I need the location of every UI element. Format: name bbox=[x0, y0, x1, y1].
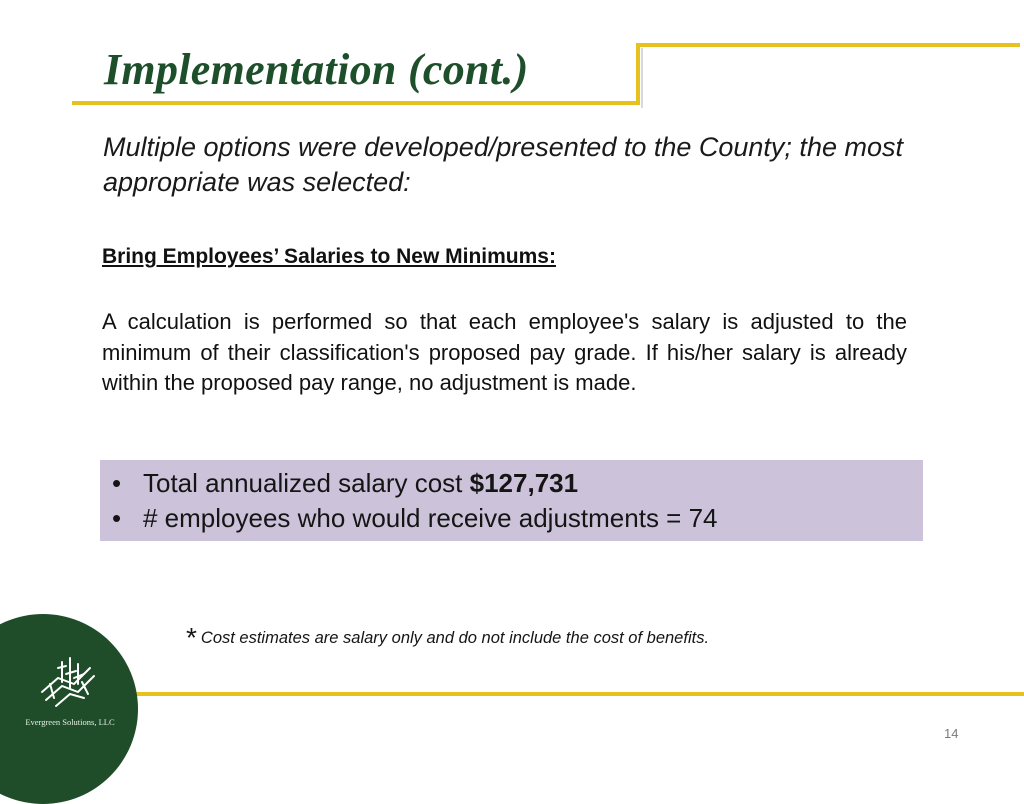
body-paragraph: A calculation is performed so that each employee's salary is adjusted to the minimum of their classification's proposed pay grade. If his/her salary is already within the proposed pay range, no adjustment is made. bbox=[102, 309, 907, 395]
highlight-value: $127,731 bbox=[469, 468, 579, 498]
slide-subtitle: Multiple options were developed/presented to the County; the most appropriate was selected: bbox=[103, 132, 903, 197]
bullet: • bbox=[112, 468, 122, 498]
highlight-box bbox=[100, 460, 923, 541]
title-frame-vertical bbox=[636, 43, 640, 105]
footnote bbox=[186, 622, 709, 654]
footer-divider bbox=[134, 692, 1024, 696]
highlight-item-employees bbox=[112, 501, 923, 536]
title-frame-shadow bbox=[641, 48, 643, 108]
slide-title: Implementation (cont.) bbox=[104, 45, 529, 94]
footnote-marker: * bbox=[186, 622, 197, 653]
logo-company-name: Evergreen Solutions, LLC bbox=[25, 717, 115, 727]
title-frame-top bbox=[636, 43, 1020, 47]
highlight-label: Total annualized salary cost bbox=[143, 468, 470, 498]
page-number: 14 bbox=[944, 726, 959, 741]
highlight-label: # employees who would receive adjustments = 74 bbox=[143, 503, 718, 533]
title-underline bbox=[72, 101, 637, 105]
section-heading: Bring Employees’ Salaries to New Minimums: bbox=[102, 245, 556, 268]
footnote-text: Cost estimates are salary only and do not include the cost of benefits. bbox=[200, 629, 710, 647]
evergreen-tree-logo-icon bbox=[36, 654, 100, 710]
bullet: • bbox=[112, 503, 122, 533]
highlight-item-cost bbox=[112, 466, 923, 501]
